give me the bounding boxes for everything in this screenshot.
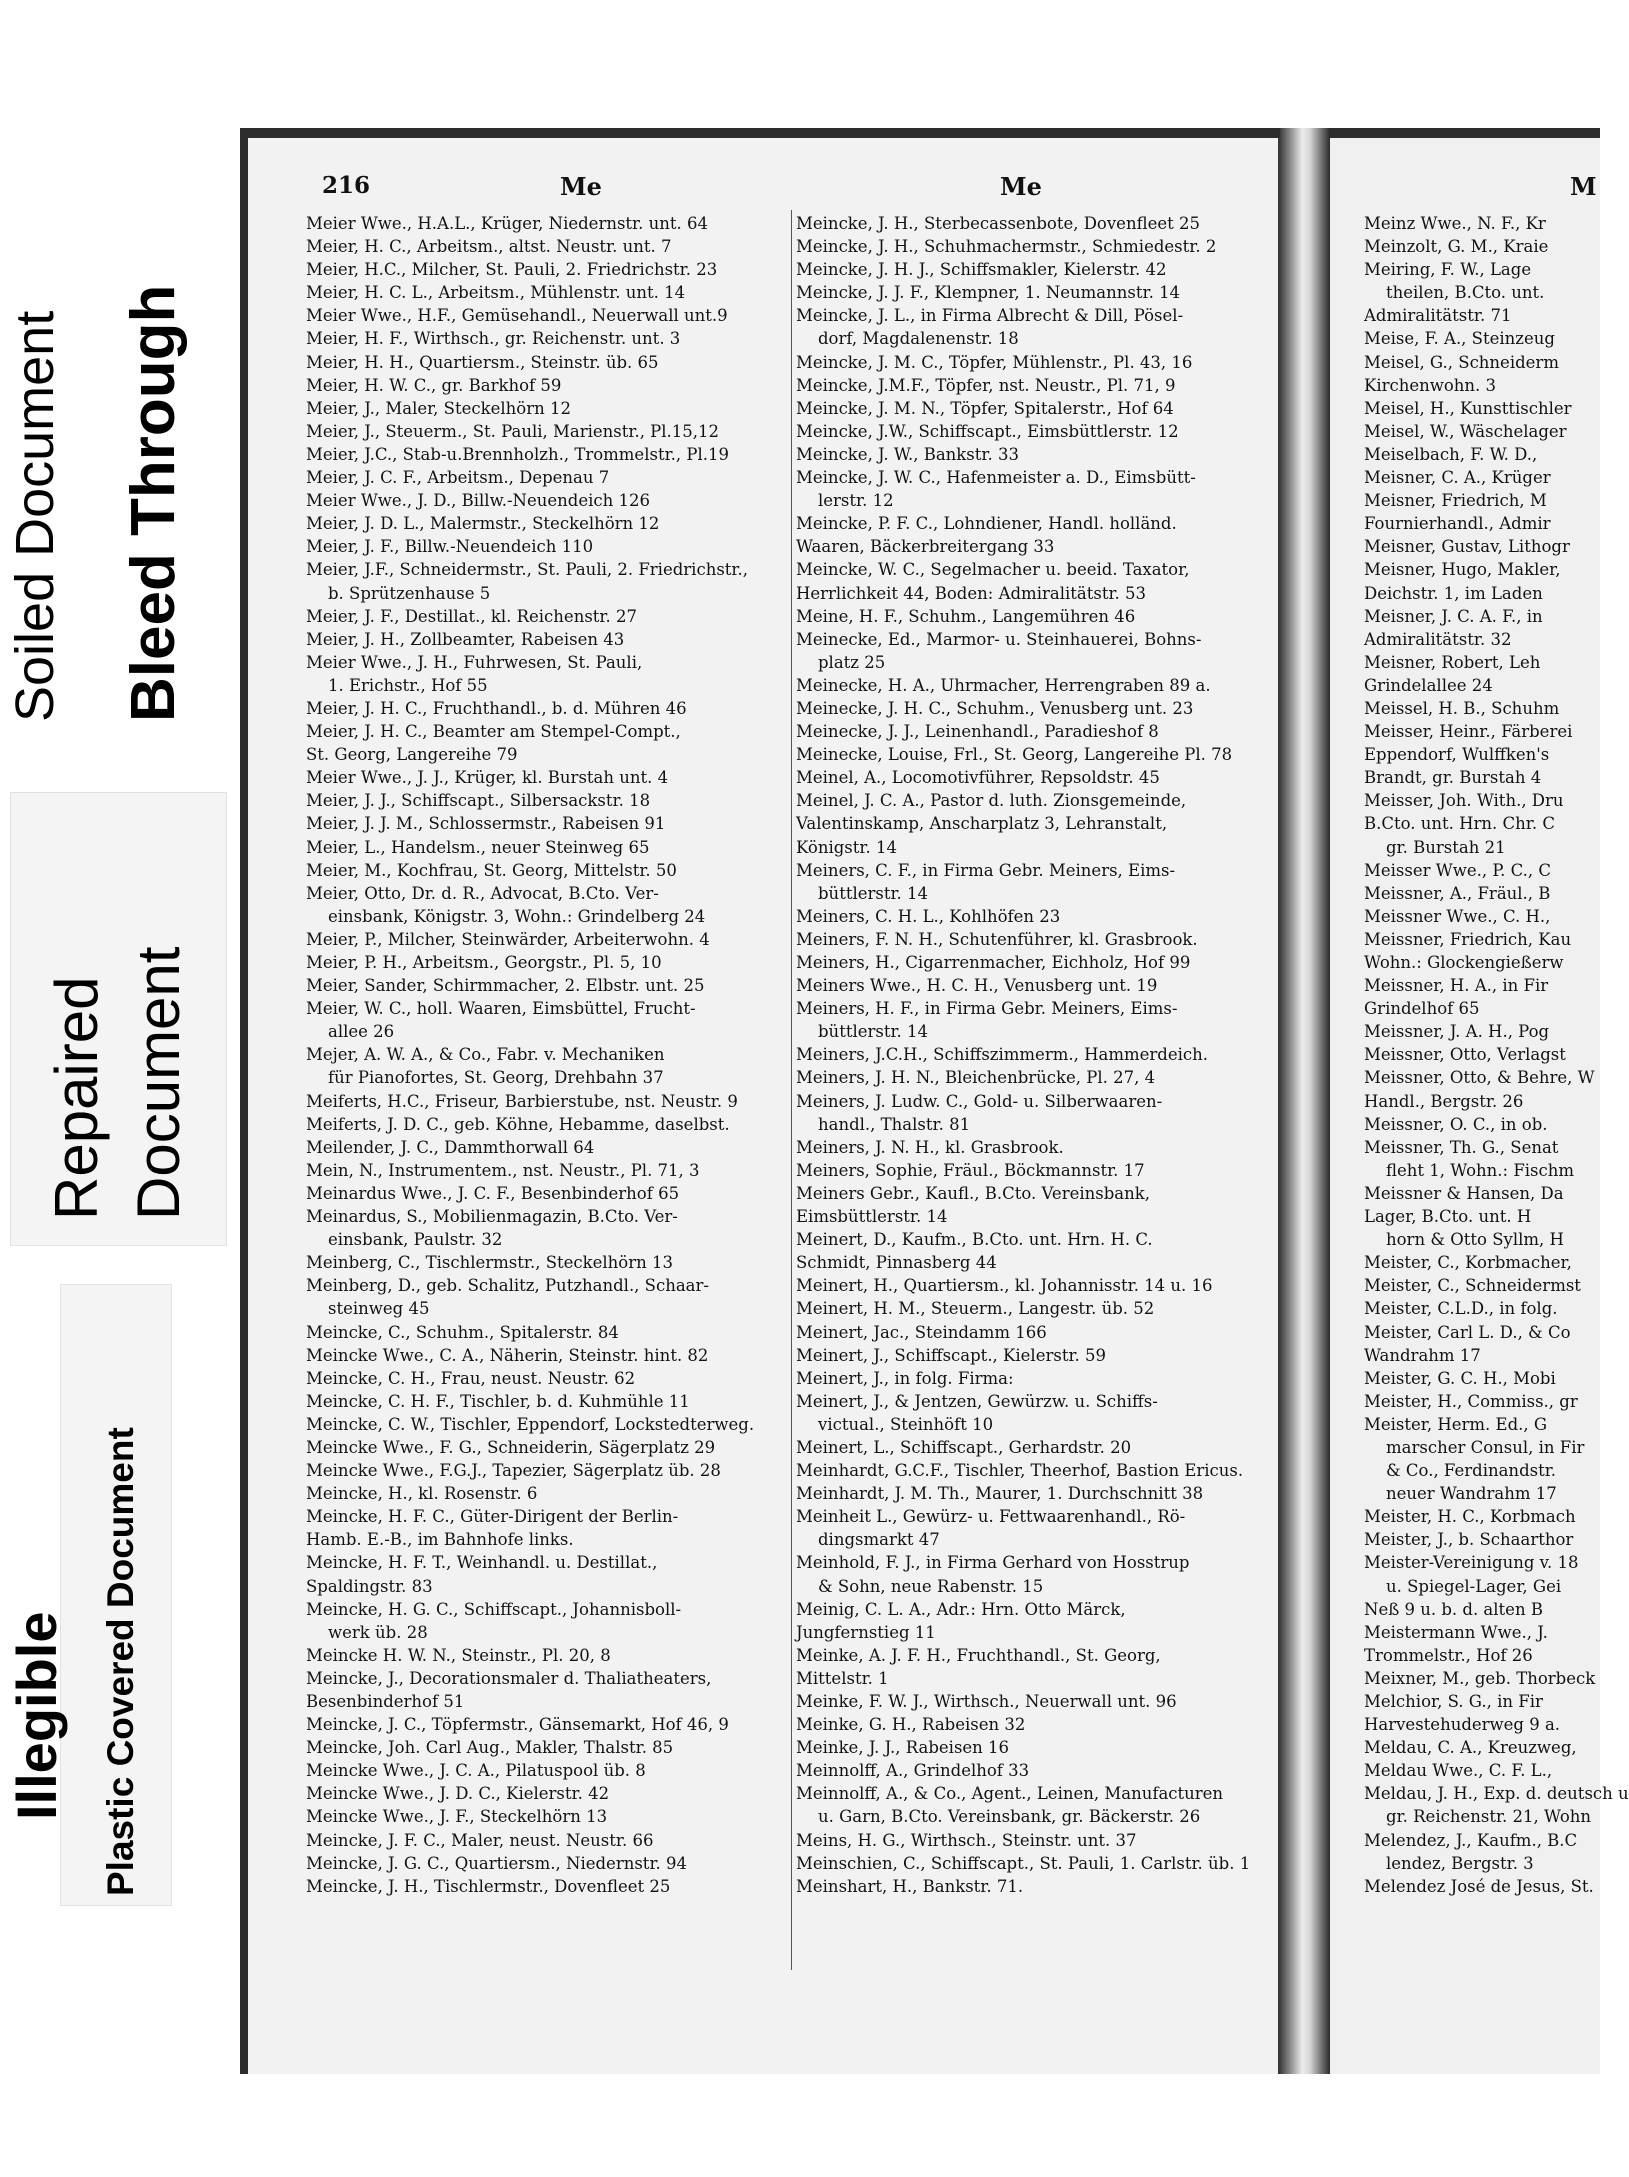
directory-entry-line: Meincke, C. H., Frau, neust. Neustr. 62: [306, 1368, 636, 1388]
directory-entry-line: lendez, Bergstr. 3: [1386, 1853, 1534, 1873]
directory-entry-line: u. Garn, B.Cto. Vereinsbank, gr. Bäckerstr. 26: [818, 1807, 1201, 1827]
directory-entry-line: Meissner, H. A., in Fir: [1364, 976, 1549, 996]
directory-entry-line: Harvestehuderweg 9 a.: [1364, 1715, 1561, 1735]
directory-entry-line: Meisner, C. A., Krüger: [1364, 468, 1551, 488]
directory-entry-line: Meier, H. H., Quartiersm., Steinstr. üb. 65: [306, 352, 659, 372]
directory-entry-line: Meister, H., Commiss., gr: [1364, 1391, 1578, 1411]
directory-entry-line: Meinschien, C., Schiffscapt., St. Pauli, 1. Carlstr. üb. 1: [796, 1853, 1251, 1873]
running-header-left: Me: [560, 172, 602, 201]
directory-entry-line: Meincke Wwe., J. C. A., Pilatuspool üb. 8: [306, 1761, 646, 1781]
directory-entry-line: Meister, J., b. Schaarthor: [1364, 1530, 1574, 1550]
label-soiled-document: Soiled Document: [5, 310, 65, 722]
directory-entry-line: Meilender, J. C., Dammthorwall 64: [306, 1137, 595, 1157]
directory-entry-line: Meincke, J.M.F., Töpfer, nst. Neustr., Pl. 71, 9: [796, 375, 1176, 395]
label-repaired-document-line1: Repaired: [43, 976, 110, 1220]
directory-entry-line: Meinke, G. H., Rabeisen 32: [796, 1715, 1026, 1735]
directory-entry-line: Meise, F. A., Steinzeug: [1364, 329, 1555, 349]
directory-entry-line: einsbank, Paulstr. 32: [328, 1230, 503, 1250]
directory-entry-line: Meisner, J. C. A. F., in: [1364, 606, 1543, 626]
directory-entry-line: Meinecke, Ed., Marmor- u. Steinhauerei, Bohns-: [796, 629, 1202, 649]
column-divider: [791, 210, 792, 1970]
directory-entry-line: gr. Burstah 21: [1386, 837, 1506, 857]
directory-entry-line: Meincke, P. F. C., Lohndiener, Handl. holländ.: [796, 514, 1177, 534]
directory-entry-line: Meiners, J.C.H., Schiffszimmerm., Hammerdeich.: [796, 1045, 1208, 1065]
directory-entry-line: theilen, B.Cto. unt.: [1386, 283, 1545, 303]
directory-entry-line: Spaldingstr. 83: [306, 1576, 433, 1596]
directory-entry-line: Meincke, J. H., Schuhmachermstr., Schmiedestr. 2: [796, 237, 1217, 257]
directory-entry-line: Meincke, H. F. C., Güter-Dirigent der Berlin-: [306, 1507, 679, 1527]
directory-entry-line: Meissner, O. C., in ob.: [1364, 1114, 1548, 1134]
directory-entry-line: Meisser, Joh. With., Dru: [1364, 791, 1564, 811]
directory-entry-line: 1. Erichstr., Hof 55: [328, 675, 488, 695]
directory-entry-line: Meier, H. C. L., Arbeitsm., Mühlenstr. unt. 14: [306, 283, 686, 303]
directory-entry-line: Meincke, J. M. C., Töpfer, Mühlenstr., Pl. 43, 16: [796, 352, 1193, 372]
directory-entry-line: Meins, H. G., Wirthsch., Steinstr. unt. 37: [796, 1830, 1137, 1850]
directory-entry-line: Meisel, G., Schneiderm: [1364, 352, 1559, 372]
directory-entry-line: büttlerstr. 14: [818, 1022, 929, 1042]
directory-entry-line: Meissner, A., Fräul., B: [1364, 883, 1551, 903]
directory-entry-line: Meldau, J. H., Exp. d. deutsch u: [1364, 1784, 1629, 1804]
directory-entry-line: Melendez José de Jesus, St.: [1364, 1876, 1594, 1896]
directory-entry-line: Kirchenwohn. 3: [1364, 375, 1497, 395]
directory-entry-line: Meinig, C. L. A., Adr.: Hrn. Otto Märck,: [796, 1599, 1126, 1619]
directory-entry-line: fleht 1, Wohn.: Fischm: [1386, 1160, 1575, 1180]
scan-bottom-margin: [240, 2074, 1600, 2177]
directory-entry-line: Eppendorf, Wulffken's: [1364, 745, 1550, 765]
directory-entry-line: Meinke, F. W. J., Wirthsch., Neuerwall unt. 96: [796, 1692, 1177, 1711]
directory-entry-line: Meiferts, J. D. C., geb. Köhne, Hebamme, daselbst.: [306, 1114, 730, 1134]
directory-entry-line: marscher Consul, in Fir: [1386, 1437, 1585, 1457]
directory-entry-line: Admiralitätstr. 32: [1364, 629, 1512, 649]
directory-entry-line: Meinel, A., Locomotivführer, Repsoldstr. 45: [796, 768, 1160, 788]
directory-entry-line: Meissner, J. A. H., Pog: [1364, 1022, 1550, 1042]
directory-entry-line: allee 26: [328, 1022, 395, 1042]
directory-entry-line: Valentinskamp, Anscharplatz 3, Lehranstalt,: [796, 814, 1168, 834]
directory-entry-line: platz 25: [818, 652, 886, 672]
book-gutter: [1280, 128, 1330, 2177]
directory-entry-line: Meier, W. C., holl. Waaren, Eimsbüttel, Frucht-: [306, 999, 696, 1019]
directory-entry-line: Meier, J.F., Schneidermstr., St. Pauli, 2. Friedrichstr.,: [306, 560, 748, 580]
directory-entry-line: Meiring, F. W., Lage: [1364, 260, 1532, 280]
directory-entry-line: Meincke, J. L., in Firma Albrecht & Dill, Pösel-: [796, 306, 1184, 326]
directory-entry-line: Meinert, H. M., Steuerm., Langestr. üb. 52: [796, 1299, 1155, 1319]
directory-entry-line: Meissner Wwe., C. H.,: [1364, 906, 1551, 926]
directory-entry-line: Admiralitätstr. 71: [1364, 306, 1512, 326]
directory-entry-line: Meinke, A. J. F. H., Fruchthandl., St. Georg,: [796, 1645, 1161, 1665]
directory-entry-line: Meincke, J. H., Tischlermstr., Dovenfleet 25: [306, 1876, 671, 1896]
directory-entry-line: Meisner, Hugo, Makler,: [1364, 560, 1561, 580]
directory-entry-line: Meincke, J., Decorationsmaler d. Thaliatheaters,: [306, 1668, 712, 1688]
directory-entry-line: Meincke, Joh. Carl Aug., Makler, Thalstr. 85: [306, 1738, 674, 1758]
directory-entry-line: Meier, H. W. C., gr. Barkhof 59: [306, 375, 562, 395]
directory-entry-line: Meier, J.C., Stab-u.Brennholzh., Trommelstr., Pl.19: [306, 444, 730, 464]
category-label-panel: [0, 0, 240, 2177]
directory-entry-line: b. Sprützenhause 5: [328, 583, 491, 603]
directory-entry-line: Brandt, gr. Burstah 4: [1364, 768, 1542, 788]
directory-entry-line: Meiferts, H.C., Friseur, Barbierstube, nst. Neustr. 9: [306, 1091, 738, 1111]
directory-entry-line: Meinardus, S., Mobilienmagazin, B.Cto. Ver-: [306, 1207, 678, 1227]
directory-entry-line: Meisser Wwe., P. C., C: [1364, 860, 1551, 880]
directory-entry-line: Meistermann Wwe., J.: [1364, 1622, 1548, 1642]
directory-entry-line: Meinecke, J. H. C., Schuhm., Venusberg unt. 23: [796, 698, 1194, 718]
directory-entry-line: handl., Thalstr. 81: [818, 1114, 971, 1134]
directory-entry-line: Meinert, Jac., Steindamm 166: [796, 1322, 1047, 1342]
directory-entry-line: Meiners, H., Cigarrenmacher, Eichholz, Hof 99: [796, 953, 1191, 972]
directory-entry-line: Meier, M., Kochfrau, St. Georg, Mittelstr. 50: [306, 860, 677, 880]
directory-entry-line: Neß 9 u. b. d. alten B: [1364, 1599, 1543, 1619]
directory-entry-line: einsbank, Königstr. 3, Wohn.: Grindelberg 24: [328, 906, 706, 926]
directory-entry-line: Meinecke, H. A., Uhrmacher, Herrengraben 89 a.: [796, 675, 1211, 695]
directory-entry-line: Meier, J. D. L., Malermstr., Steckelhörn 12: [306, 514, 660, 534]
label-plastic-covered-document: Plastic Covered Document: [100, 1427, 141, 1896]
directory-entry-line: Meinecke, J. J., Leinenhandl., Paradieshof 8: [796, 722, 1159, 742]
directory-entry-line: horn & Otto Syllm, H: [1386, 1230, 1564, 1250]
directory-entry-line: Meier, L., Handelsm., neuer Steinweg 65: [306, 837, 650, 857]
directory-entry-line: Meinhardt, J. M. Th., Maurer, 1. Durchschnitt 38: [796, 1484, 1204, 1504]
directory-entry-line: Mejer, A. W. A., & Co., Fabr. v. Mechaniken: [306, 1045, 665, 1065]
directory-entry-line: Meincke, C., Schuhm., Spitalerstr. 84: [306, 1322, 619, 1342]
label-illegible: Illegible: [5, 1611, 68, 1820]
directory-entry-line: Meister, H. C., Korbmach: [1364, 1507, 1576, 1527]
directory-entry-line: Grindelhof 65: [1364, 999, 1480, 1019]
directory-entry-line: Meier, J. H. C., Beamter am Stempel-Compt.,: [306, 722, 681, 742]
scanned-book-page: [240, 128, 1629, 2177]
directory-entry-line: Meier, J. F., Billw.-Neuendeich 110: [306, 537, 594, 557]
directory-entry-line: Meincke, J. C., Töpfermstr., Gänsemarkt, Hof 46, 9: [306, 1715, 729, 1735]
directory-entry-line: Melendez, J., Kaufm., B.C: [1364, 1830, 1578, 1850]
directory-entry-line: Meier, P., Milcher, Steinwärder, Arbeiterwohn. 4: [306, 929, 710, 949]
directory-entry-line: Meinert, H., Quartiersm., kl. Johannisstr. 14 u. 16: [796, 1276, 1213, 1296]
directory-entry-line: für Pianofortes, St. Georg, Drehbahn 37: [328, 1068, 664, 1088]
directory-entry-line: & Sohn, neue Rabenstr. 15: [818, 1576, 1044, 1596]
directory-entry-line: Meister, C.L.D., in folg.: [1364, 1299, 1558, 1319]
directory-entry-line: Meinshart, H., Bankstr. 71.: [796, 1876, 1024, 1896]
directory-entry-line: Meincke, J.W., Schiffscapt., Eimsbüttlerstr. 12: [796, 421, 1179, 441]
directory-entry-line: Mein, N., Instrumentem., nst. Neustr., Pl. 71, 3: [306, 1160, 700, 1180]
directory-entry-line: Meier, Sander, Schirmmacher, 2. Elbstr. unt. 25: [306, 976, 705, 996]
directory-entry-line: Meincke, W. C., Segelmacher u. beeid. Taxator,: [796, 560, 1190, 580]
directory-entry-line: Meinert, J., & Jentzen, Gewürzw. u. Schiffs-: [796, 1391, 1158, 1411]
directory-entry-line: Meincke, J. J. F., Klempner, 1. Neumannstr. 14: [796, 283, 1181, 303]
directory-entry-line: Meier, J. F., Destillat., kl. Reichenstr. 27: [306, 606, 637, 626]
directory-entry-line: Meister, Carl L. D., & Co: [1364, 1322, 1571, 1342]
directory-entry-line: Meinert, D., Kaufm., B.Cto. unt. Hrn. H. C.: [796, 1230, 1153, 1250]
directory-entry-line: Meinert, J., in folg. Firma:: [796, 1368, 1014, 1388]
running-header-next: M: [1570, 172, 1597, 201]
directory-entry-line: Handl., Bergstr. 26: [1364, 1091, 1524, 1111]
directory-entry-line: Meissner, Th. G., Senat: [1364, 1137, 1559, 1157]
directory-entry-line: Meiselbach, F. W. D.,: [1364, 444, 1538, 464]
directory-entry-line: Meier, J. J., Schiffscapt., Silbersackstr. 18: [306, 791, 651, 811]
directory-entry-line: Meincke, C. W., Tischler, Eppendorf, Lockstedterweg.: [306, 1414, 755, 1434]
directory-entry-line: Meier, Otto, Dr. d. R., Advocat, B.Cto. Ver-: [306, 883, 659, 903]
directory-entry-line: Meier, H. C., Arbeitsm., altst. Neustr. unt. 7: [306, 237, 672, 257]
directory-entry-line: Meinheit L., Gewürz- u. Fettwaarenhandl., Rö-: [796, 1507, 1186, 1527]
directory-entry-line: Meissner & Hansen, Da: [1364, 1183, 1564, 1203]
left-page: [248, 138, 1284, 2074]
directory-entry-line: Meister, Herm. Ed., G: [1364, 1414, 1548, 1434]
directory-entry-line: Meier, J. C. F., Arbeitsm., Depenau 7: [306, 468, 610, 488]
directory-entry-line: Meiners, F. N. H., Schutenführer, kl. Grasbrook.: [796, 929, 1198, 949]
directory-column-3: [1364, 212, 1629, 1898]
label-repaired-document-line2: Document: [125, 946, 192, 1220]
directory-entry-line: victual., Steinhöft 10: [818, 1414, 994, 1434]
directory-entry-line: lerstr. 12: [818, 491, 894, 511]
right-page-partial: [1330, 138, 1629, 2074]
directory-entry-line: Mittelstr. 1: [796, 1668, 889, 1688]
directory-entry-line: Meincke Wwe., C. A., Näherin, Steinstr. hint. 82: [306, 1345, 709, 1365]
directory-entry-line: neuer Wandrahm 17: [1386, 1484, 1557, 1504]
directory-entry-line: Meincke, H. F. T., Weinhandl. u. Destillat.,: [306, 1553, 658, 1573]
directory-entry-line: steinweg 45: [328, 1299, 430, 1319]
directory-entry-line: Meinhold, F. J., in Firma Gerhard von Hosstrup: [796, 1553, 1190, 1573]
directory-entry-line: Meldau Wwe., C. F. L.,: [1364, 1761, 1553, 1781]
directory-entry-line: Fournierhandl., Admir: [1364, 514, 1551, 534]
directory-entry-line: Eimsbüttlerstr. 14: [796, 1207, 948, 1227]
directory-entry-line: Meiners Gebr., Kaufl., B.Cto. Vereinsbank,: [796, 1183, 1150, 1203]
directory-entry-line: Meincke, J. M. N., Töpfer, Spitalerstr., Hof 64: [796, 398, 1174, 418]
directory-entry-line: Meier Wwe., J. J., Krüger, kl. Burstah unt. 4: [306, 768, 669, 788]
directory-entry-line: Meiners, C. F., in Firma Gebr. Meiners, Eims-: [796, 860, 1176, 880]
directory-entry-line: Meier, J. H., Zollbeamter, Rabeisen 43: [306, 629, 625, 649]
directory-entry-line: Meinhardt, G.C.F., Tischler, Theerhof, Bastion Ericus.: [796, 1461, 1244, 1481]
directory-entry-line: Grindelallee 24: [1364, 675, 1493, 695]
directory-entry-line: Meiners, Sophie, Fräul., Böckmannstr. 17: [796, 1160, 1145, 1180]
directory-entry-line: Meiners, H. F., in Firma Gebr. Meiners, Eims-: [796, 999, 1178, 1019]
directory-entry-line: Meixner, M., geb. Thorbeck: [1364, 1668, 1596, 1688]
directory-entry-line: Meiners, J. H. N., Bleichenbrücke, Pl. 27, 4: [796, 1068, 1156, 1088]
directory-entry-line: Jungfernstieg 11: [796, 1622, 936, 1642]
directory-entry-line: Meister, C., Schneidermst: [1364, 1276, 1581, 1296]
directory-entry-line: Meier Wwe., J. H., Fuhrwesen, St. Pauli,: [306, 652, 643, 672]
directory-column-2: [796, 212, 1272, 1898]
directory-entry-line: Meisser, Heinr., Färberei: [1364, 722, 1573, 742]
directory-entry-line: Meissner, Otto, Verlagst: [1364, 1045, 1566, 1065]
directory-entry-line: Meinberg, D., geb. Schalitz, Putzhandl., Schaar-: [306, 1276, 709, 1296]
directory-entry-line: Meisel, H., Kunsttischler: [1364, 398, 1572, 418]
directory-entry-line: Meier Wwe., H.F., Gemüsehandl., Neuerwall unt.9: [306, 306, 728, 326]
directory-entry-line: Meincke, H. G. C., Schiffscapt., Johannisboll-: [306, 1599, 682, 1619]
directory-entry-line: Waaren, Bäckerbreitergang 33: [796, 537, 1055, 557]
directory-entry-line: Meissner, Otto, & Behre, W: [1364, 1068, 1595, 1088]
directory-entry-line: Meinardus Wwe., J. C. F., Besenbinderhof 65: [306, 1183, 680, 1203]
directory-entry-line: Lager, B.Cto. unt. H: [1364, 1207, 1532, 1227]
directory-entry-line: Meiners Wwe., H. C. H., Venusberg unt. 19: [796, 976, 1158, 996]
directory-entry-line: Meincke, H., kl. Rosenstr. 6: [306, 1484, 538, 1504]
directory-entry-line: Meier, J., Steuerm., St. Pauli, Marienstr., Pl.15,12: [306, 421, 720, 441]
directory-entry-line: Meisel, W., Wäschelager: [1364, 421, 1567, 441]
directory-entry-line: Meincke Wwe., J. F., Steckelhörn 13: [306, 1807, 608, 1827]
directory-entry-line: Meine, H. F., Schuhm., Langemühren 46: [796, 606, 1136, 626]
directory-entry-line: Meier, J., Maler, Steckelhörn 12: [306, 398, 571, 418]
directory-entry-line: Herrlichkeit 44, Boden: Admiralitätstr. 53: [796, 583, 1147, 603]
directory-entry-line: Meisner, Friedrich, M: [1364, 491, 1547, 511]
directory-entry-line: & Co., Ferdinandstr.: [1386, 1461, 1557, 1481]
directory-entry-line: Meinel, J. C. A., Pastor d. luth. Zionsgemeinde,: [796, 791, 1187, 811]
running-header-right: Me: [1000, 172, 1042, 201]
directory-entry-line: Meisner, Gustav, Lithogr: [1364, 537, 1570, 557]
directory-entry-line: Meincke, J. G. C., Quartiersm., Niedernstr. 94: [306, 1853, 687, 1873]
directory-entry-line: Meincke Wwe., J. D. C., Kielerstr. 42: [306, 1784, 610, 1804]
directory-entry-line: Meincke, C. H. F., Tischler, b. d. Kuhmühle 11: [306, 1391, 690, 1411]
directory-entry-line: Meincke Wwe., F.G.J., Tapezier, Sägerplatz üb. 28: [306, 1461, 721, 1481]
directory-entry-line: Schmidt, Pinnasberg 44: [796, 1253, 997, 1273]
directory-entry-line: Meinke, J. J., Rabeisen 16: [796, 1738, 1010, 1758]
directory-entry-line: Meister, G. C. H., Mobi: [1364, 1368, 1556, 1388]
directory-entry-line: Meissner, Friedrich, Kau: [1364, 929, 1572, 949]
directory-column-1: [306, 212, 790, 1898]
directory-entry-line: Meldau, C. A., Kreuzweg,: [1364, 1738, 1577, 1758]
directory-entry-line: Besenbinderhof 51: [306, 1692, 465, 1711]
directory-entry-line: Meier, J. J. M., Schlossermstr., Rabeisen 91: [306, 814, 666, 834]
directory-entry-line: St. Georg, Langereihe 79: [306, 745, 518, 765]
directory-entry-line: Meincke H. W. N., Steinstr., Pl. 20, 8: [306, 1645, 611, 1665]
directory-entry-line: Meinert, J., Schiffscapt., Kielerstr. 59: [796, 1345, 1107, 1365]
directory-entry-line: Meinnolff, A., & Co., Agent., Leinen, Manufacturen: [796, 1784, 1224, 1804]
directory-entry-line: Meincke, J. W., Bankstr. 33: [796, 444, 1019, 464]
directory-entry-line: Königstr. 14: [796, 837, 897, 857]
directory-entry-line: Melchior, S. G., in Fir: [1364, 1692, 1543, 1711]
directory-entry-line: Meier Wwe., H.A.L., Krüger, Niedernstr. unt. 64: [306, 214, 708, 233]
directory-entry-line: u. Spiegel-Lager, Gei: [1386, 1576, 1562, 1596]
directory-entry-line: Meier, H.C., Milcher, St. Pauli, 2. Friedrichstr. 23: [306, 260, 718, 280]
label-bleed-through: Bleed Through: [119, 284, 188, 722]
directory-entry-line: Meier, P. H., Arbeitsm., Georgstr., Pl. 5, 10: [306, 953, 662, 972]
directory-entry-line: Meinzolt, G. M., Kraie: [1364, 237, 1549, 257]
directory-entry-line: Meinnolff, A., Grindelhof 33: [796, 1761, 1030, 1781]
directory-entry-line: Meier Wwe., J. D., Billw.-Neuendeich 126: [306, 491, 650, 511]
directory-entry-line: Meincke, J. H., Sterbecassenbote, Dovenfleet 25: [796, 214, 1200, 233]
directory-entry-line: Meinert, L., Schiffscapt., Gerhardstr. 20: [796, 1437, 1132, 1457]
directory-entry-line: Meier, J. H. C., Fruchthandl., b. d. Mühren 46: [306, 698, 687, 718]
directory-entry-line: Meincke, J. F. C., Maler, neust. Neustr. 66: [306, 1830, 654, 1850]
directory-entry-line: Meister, C., Korbmacher,: [1364, 1253, 1572, 1273]
directory-entry-line: Meiners, J. Ludw. C., Gold- u. Silberwaaren-: [796, 1091, 1163, 1111]
directory-entry-line: Meincke, J. W. C., Hafenmeister a. D., Eimsbütt-: [796, 468, 1196, 488]
directory-entry-line: Meissel, H. B., Schuhm: [1364, 698, 1560, 718]
directory-entry-line: Meincke, J. H. J., Schiffsmakler, Kielerstr. 42: [796, 260, 1167, 280]
directory-entry-line: Trommelstr., Hof 26: [1364, 1645, 1533, 1665]
directory-entry-line: Meiners, J. N. H., kl. Grasbrook.: [796, 1137, 1064, 1157]
directory-entry-line: büttlerstr. 14: [818, 883, 929, 903]
directory-entry-line: gr. Reichenstr. 21, Wohn: [1386, 1807, 1592, 1827]
directory-entry-line: Meinz Wwe., N. F., Kr: [1364, 214, 1546, 233]
directory-entry-line: Meister-Vereinigung v. 18: [1364, 1553, 1579, 1573]
directory-entry-line: dorf, Magdalenenstr. 18: [818, 329, 1019, 349]
directory-entry-line: Meiners, C. H. L., Kohlhöfen 23: [796, 906, 1061, 926]
page-number: 216: [322, 172, 371, 199]
directory-entry-line: Wandrahm 17: [1364, 1345, 1481, 1365]
directory-entry-line: B.Cto. unt. Hrn. Chr. C: [1364, 814, 1555, 834]
directory-entry-line: dingsmarkt 47: [818, 1530, 940, 1550]
directory-entry-line: Meinecke, Louise, Frl., St. Georg, Langereihe Pl. 78: [796, 745, 1233, 765]
directory-entry-line: Meincke Wwe., F. G., Schneiderin, Sägerplatz 29: [306, 1437, 716, 1457]
directory-entry-line: Meinberg, C., Tischlermstr., Steckelhörn 13: [306, 1253, 673, 1273]
directory-entry-line: werk üb. 28: [328, 1622, 428, 1642]
directory-entry-line: Deichstr. 1, im Laden: [1364, 583, 1543, 603]
directory-entry-line: Hamb. E.-B., im Bahnhofe links.: [306, 1530, 574, 1550]
directory-entry-line: Wohn.: Glockengießerw: [1364, 953, 1564, 972]
directory-entry-line: Meier, H. F., Wirthsch., gr. Reichenstr. unt. 3: [306, 329, 681, 349]
directory-entry-line: Meisner, Robert, Leh: [1364, 652, 1541, 672]
